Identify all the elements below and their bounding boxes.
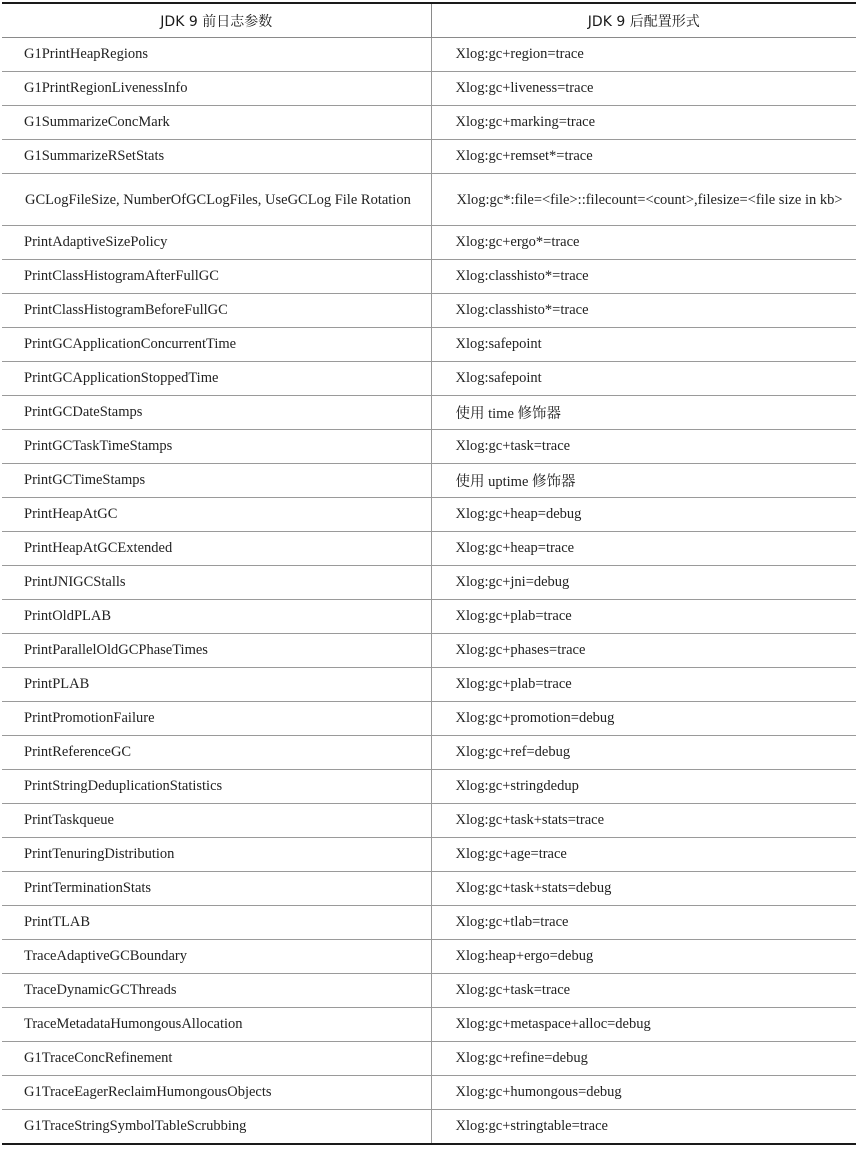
unified-logging-cell: Xlog:gc+task+stats=debug xyxy=(431,872,856,906)
legacy-option-cell: PrintStringDeduplicationStatistics xyxy=(2,770,431,804)
unified-logging-cell: Xlog:gc+heap=debug xyxy=(431,498,856,532)
unified-logging-cell: Xlog:classhisto*=trace xyxy=(431,294,856,328)
header-row xyxy=(2,3,856,38)
unified-logging-cell: 使用 time 修饰器 xyxy=(431,396,856,430)
table-row xyxy=(2,974,856,1008)
legacy-option-cell: GCLogFileSize, NumberOfGCLogFiles, UseGCLog File Rotation xyxy=(2,174,431,226)
unified-logging-cell: Xlog:gc+task=trace xyxy=(431,430,856,464)
legacy-option-cell: G1SummarizeConcMark xyxy=(2,106,431,140)
legacy-option-cell: G1PrintHeapRegions xyxy=(2,38,431,72)
unified-logging-cell: Xlog:gc+age=trace xyxy=(431,838,856,872)
table-row xyxy=(2,294,856,328)
legacy-option-cell: PrintTerminationStats xyxy=(2,872,431,906)
jdk9-logging-options-table xyxy=(2,2,856,1145)
legacy-option-cell: TraceDynamicGCThreads xyxy=(2,974,431,1008)
table-row xyxy=(2,634,856,668)
legacy-option-cell: G1SummarizeRSetStats xyxy=(2,140,431,174)
legacy-option-cell: PrintReferenceGC xyxy=(2,736,431,770)
unified-logging-cell: Xlog:gc+task+stats=trace xyxy=(431,804,856,838)
legacy-option-cell: TraceMetadataHumongousAllocation xyxy=(2,1008,431,1042)
legacy-option-cell: PrintGCApplicationConcurrentTime xyxy=(2,328,431,362)
unified-logging-cell: Xlog:gc+humongous=debug xyxy=(431,1076,856,1110)
table-row xyxy=(2,464,856,498)
table-row xyxy=(2,532,856,566)
legacy-option-cell: G1TraceStringSymbolTableScrubbing xyxy=(2,1110,431,1145)
table-row xyxy=(2,38,856,72)
table-row xyxy=(2,1008,856,1042)
legacy-option-cell: PrintParallelOldGCPhaseTimes xyxy=(2,634,431,668)
legacy-option-cell: PrintGCTaskTimeStamps xyxy=(2,430,431,464)
table-row xyxy=(2,1076,856,1110)
table-row xyxy=(2,396,856,430)
unified-logging-cell: Xlog:gc+heap=trace xyxy=(431,532,856,566)
table-header xyxy=(2,3,856,38)
unified-logging-cell: Xlog:gc+jni=debug xyxy=(431,566,856,600)
legacy-option-cell: PrintOldPLAB xyxy=(2,600,431,634)
table-row xyxy=(2,430,856,464)
legacy-option-cell: PrintJNIGCStalls xyxy=(2,566,431,600)
table-row xyxy=(2,72,856,106)
table-row xyxy=(2,498,856,532)
unified-logging-cell: Xlog:gc+liveness=trace xyxy=(431,72,856,106)
table-row xyxy=(2,140,856,174)
unified-logging-cell: Xlog:gc+plab=trace xyxy=(431,600,856,634)
table-row xyxy=(2,770,856,804)
unified-logging-cell: Xlog:gc+stringtable=trace xyxy=(455,1118,608,1134)
legacy-option-cell: PrintGCTimeStamps xyxy=(2,464,431,498)
legacy-option-cell: G1TraceEagerReclaimHumongousObjects xyxy=(2,1076,431,1110)
table-row xyxy=(2,600,856,634)
legacy-option-cell: PrintHeapAtGC xyxy=(2,498,431,532)
legacy-option-cell: PrintGCApplicationStoppedTime xyxy=(2,362,431,396)
legacy-option-cell: PrintTLAB xyxy=(2,906,431,940)
unified-logging-cell: Xlog:gc*:file=<file>::filecount=<count>,filesize=<file size in kb> xyxy=(431,174,856,226)
table-row xyxy=(2,906,856,940)
table-body xyxy=(2,38,856,1145)
table-row xyxy=(2,106,856,140)
table-row xyxy=(2,838,856,872)
legacy-option-cell: PrintClassHistogramAfterFullGC xyxy=(2,260,431,294)
table-row xyxy=(2,260,856,294)
unified-logging-cell: Xlog:gc+stringdedup xyxy=(431,770,856,804)
legacy-option-cell: PrintTaskqueue xyxy=(2,804,431,838)
unified-logging-cell: Xlog:gc+plab=trace xyxy=(431,668,856,702)
table-row xyxy=(2,566,856,600)
unified-logging-cell: Xlog:gc+phases=trace xyxy=(431,634,856,668)
legacy-option-cell: G1TraceConcRefinement xyxy=(2,1042,431,1076)
unified-logging-cell: Xlog:gc+region=trace xyxy=(431,38,856,72)
table-row xyxy=(2,940,856,974)
legacy-option-cell: PrintPLAB xyxy=(2,668,431,702)
table-row xyxy=(2,1110,856,1145)
table-row xyxy=(2,174,856,226)
unified-logging-cell: Xlog:safepoint xyxy=(431,328,856,362)
unified-logging-cell: Xlog:classhisto*=trace xyxy=(431,260,856,294)
legacy-option-cell: PrintHeapAtGCExtended xyxy=(2,532,431,566)
unified-logging-cell: Xlog:gc+promotion=debug xyxy=(431,702,856,736)
unified-logging-cell: Xlog:gc+task=trace xyxy=(431,974,856,1008)
table-row xyxy=(2,702,856,736)
legacy-option-cell: PrintClassHistogramBeforeFullGC xyxy=(2,294,431,328)
legacy-option-cell: PrintPromotionFailure xyxy=(2,702,431,736)
unified-logging-cell: 使用 uptime 修饰器 xyxy=(431,464,856,498)
jdk9-logging-options-table-container xyxy=(2,2,856,1145)
legacy-option-cell: G1PrintRegionLivenessInfo xyxy=(2,72,431,106)
unified-logging-cell: Xlog:gc+refine=debug xyxy=(431,1042,856,1076)
table-row xyxy=(2,362,856,396)
table-row xyxy=(2,668,856,702)
table-row xyxy=(2,872,856,906)
unified-logging-cell: Xlog:gc+ergo*=trace xyxy=(431,226,856,260)
unified-logging-cell: Xlog:gc+tlab=trace xyxy=(431,906,856,940)
header-unified-logging-form: JDK 9 后配置形式 xyxy=(431,3,856,38)
unified-logging-cell: Xlog:heap+ergo=debug xyxy=(431,940,856,974)
table-row xyxy=(2,736,856,770)
table-row xyxy=(2,1042,856,1076)
unified-logging-cell: Xlog:gc+remset*=trace xyxy=(431,140,856,174)
table-row xyxy=(2,328,856,362)
header-legacy-option: JDK 9 前日志参数 xyxy=(2,3,431,38)
unified-logging-cell: Xlog:safepoint xyxy=(431,362,856,396)
unified-logging-cell: Xlog:gc+ref=debug xyxy=(431,736,856,770)
table-row xyxy=(2,226,856,260)
table-row xyxy=(2,804,856,838)
unified-logging-cell: Xlog:gc+marking=trace xyxy=(431,106,856,140)
legacy-option-cell: TraceAdaptiveGCBoundary xyxy=(2,940,431,974)
unified-logging-cell: Xlog:gc+metaspace+alloc=debug xyxy=(431,1008,856,1042)
legacy-option-cell: PrintTenuringDistribution xyxy=(2,838,431,872)
legacy-option-cell: PrintGCDateStamps xyxy=(2,396,431,430)
legacy-option-cell: PrintAdaptiveSizePolicy xyxy=(2,226,431,260)
